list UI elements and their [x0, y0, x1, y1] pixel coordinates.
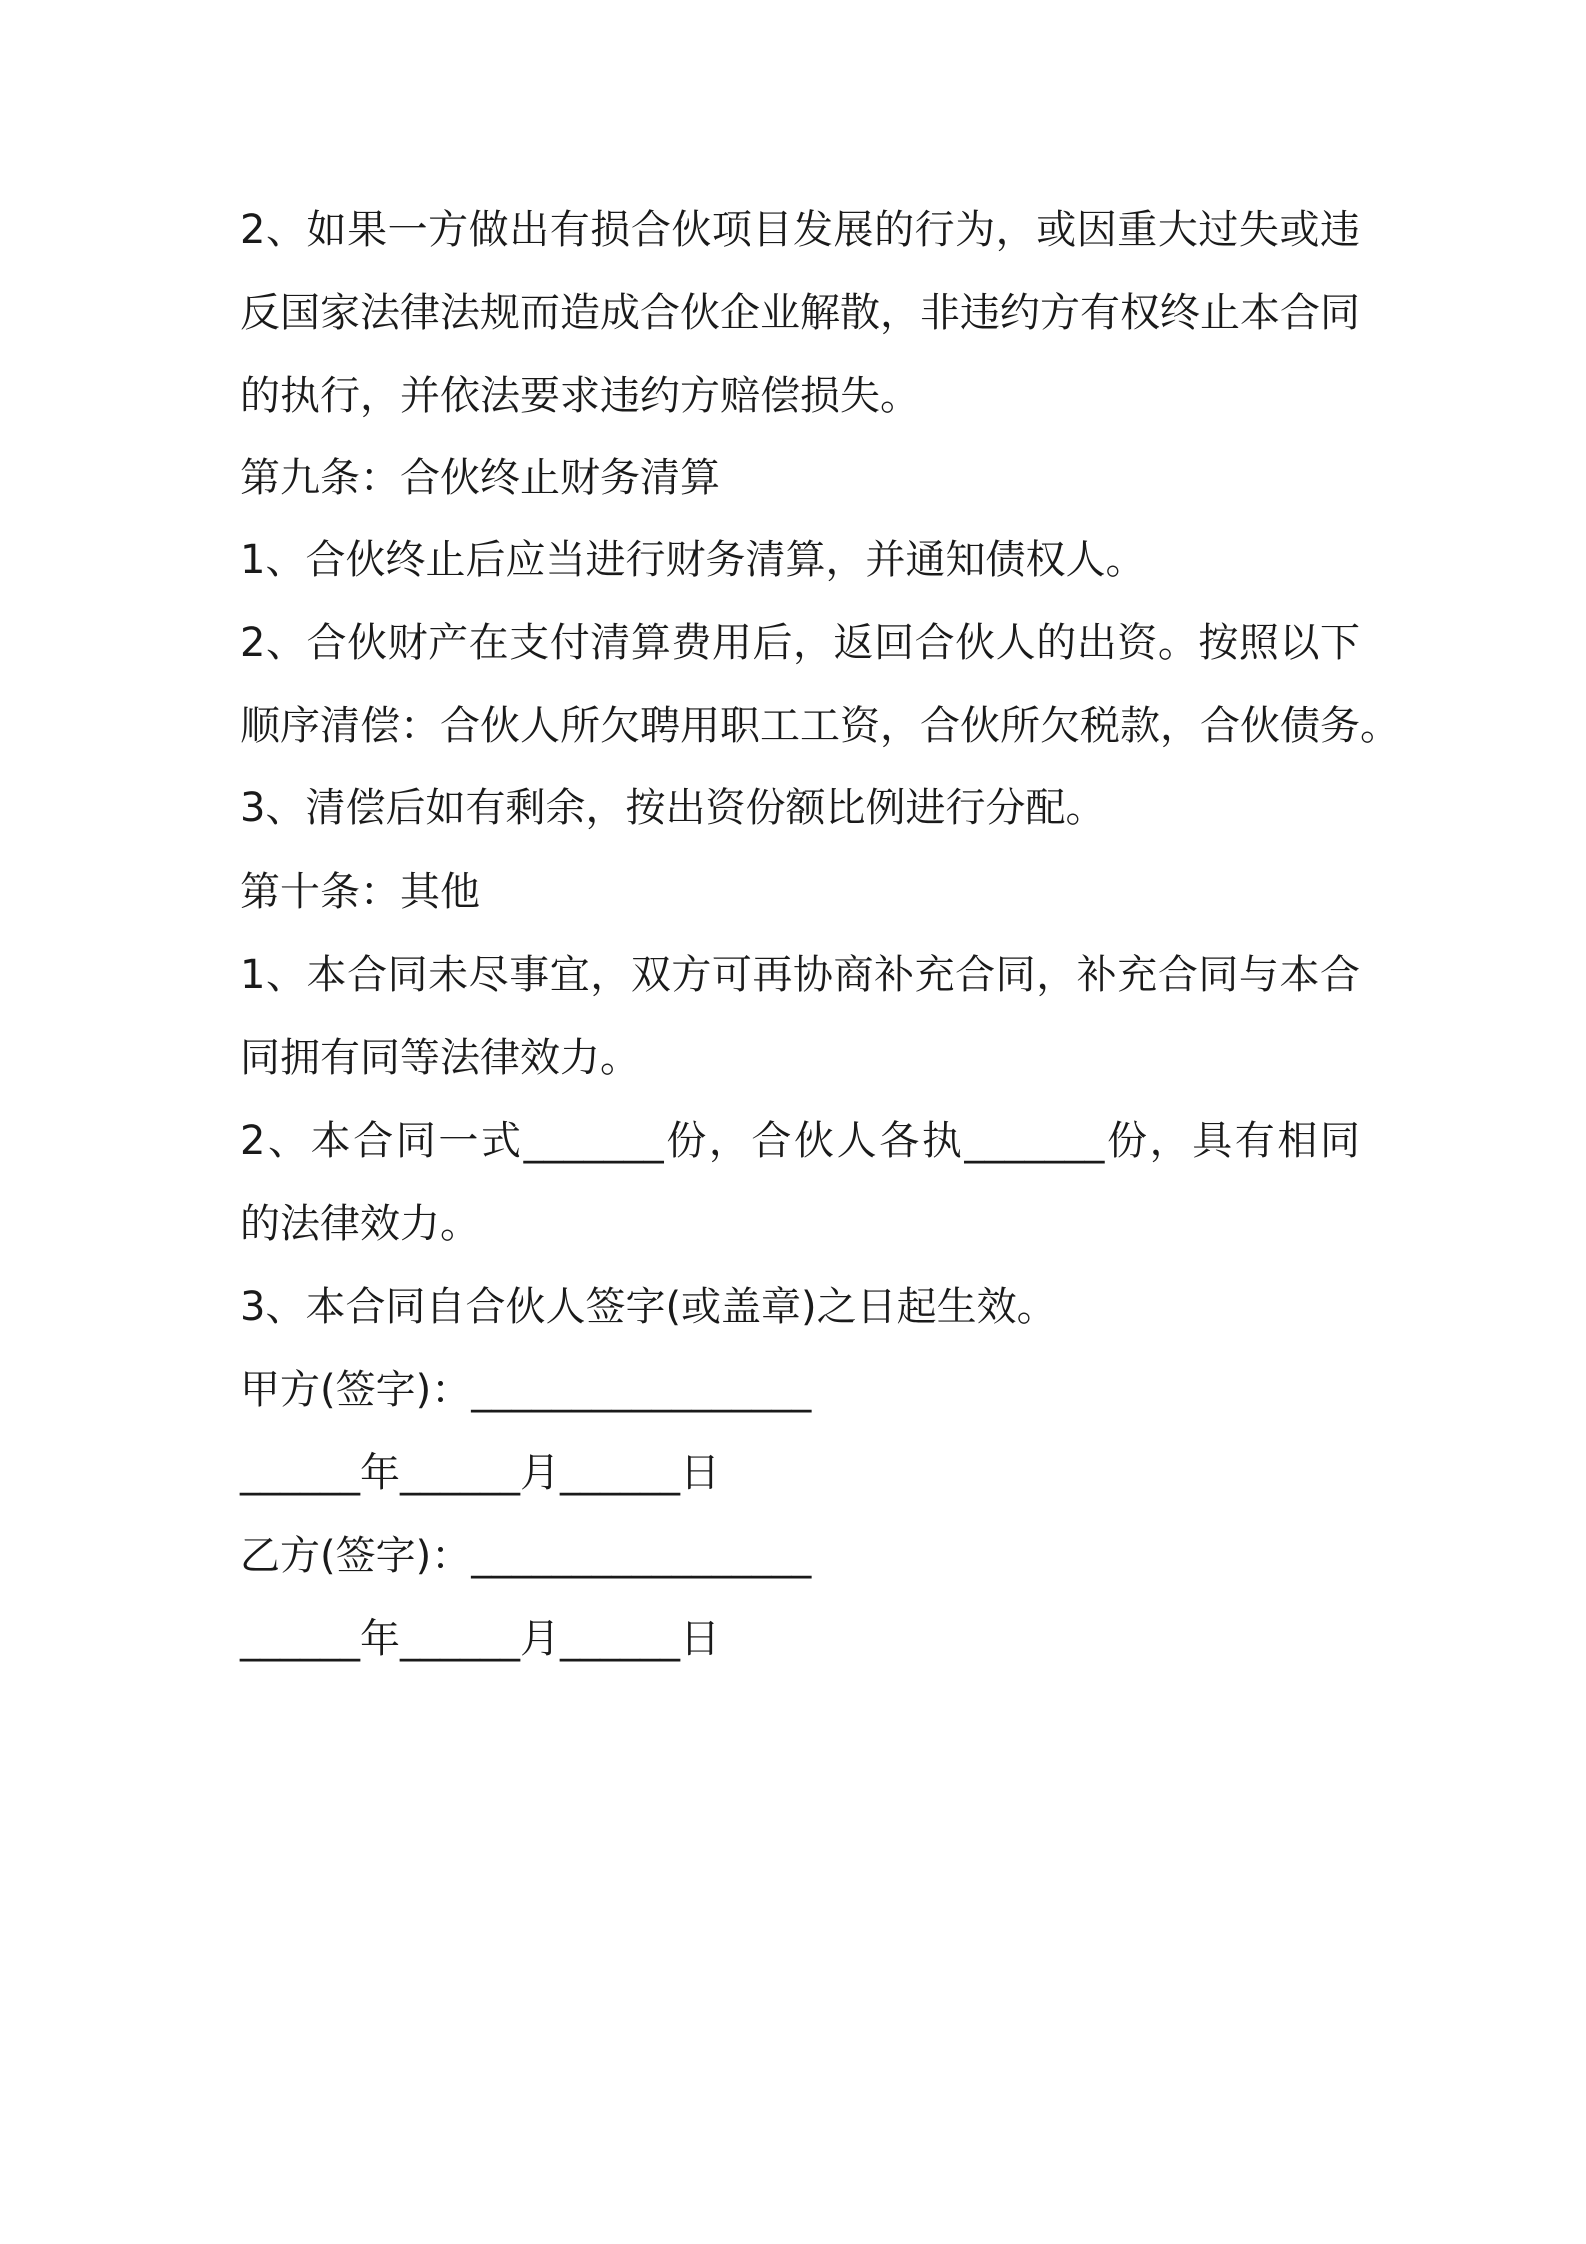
clause-8-item-2-line-3: 的执行，并依法要求违约方赔偿损失。 — [240, 373, 920, 419]
party-b-signature: 乙方(签字)：_________________ — [240, 1533, 812, 1579]
clause-10-heading: 第十条：其他 — [240, 869, 480, 915]
clause-10-item-2-line-2: 的法律效力。 — [240, 1201, 480, 1247]
party-b-date: ______年______月______日 — [240, 1616, 720, 1662]
party-a-signature: 甲方(签字)：_________________ — [240, 1367, 812, 1413]
clause-9-heading: 第九条：合伙终止财务清算 — [240, 455, 720, 501]
clause-9-item-1: 1、合伙终止后应当进行财务清算，并通知债权人。 — [240, 537, 1146, 583]
clause-10-item-3: 3、本合同自合伙人签字(或盖章)之日起生效。 — [240, 1284, 1057, 1330]
clause-10-item-1-line-2: 同拥有同等法律效力。 — [240, 1035, 640, 1081]
clause-10-item-1-line-1: 1、本合同未尽事宜，双方可再协商补充合同，补充合同与本合 — [240, 952, 1360, 998]
clause-8-item-2-line-1: 2、如果一方做出有损合伙项目发展的行为，或因重大过失或违 — [240, 207, 1360, 253]
clause-9-item-3: 3、清偿后如有剩余，按出资份额比例进行分配。 — [240, 785, 1106, 831]
party-a-date: ______年______月______日 — [240, 1450, 720, 1496]
clause-9-item-2-line-1: 2、合伙财产在支付清算费用后，返回合伙人的出资。按照以下 — [240, 620, 1360, 666]
clause-8-item-2-line-2: 反国家法律法规而造成合伙企业解散，非违约方有权终止本合同 — [240, 290, 1360, 336]
clause-10-item-2-line-1: 2、本合同一式_______份，合伙人各执_______份，具有相同 — [240, 1118, 1360, 1164]
clause-9-item-2-line-2: 顺序清偿：合伙人所欠聘用职工工资，合伙所欠税款，合伙债务。 — [240, 703, 1400, 749]
